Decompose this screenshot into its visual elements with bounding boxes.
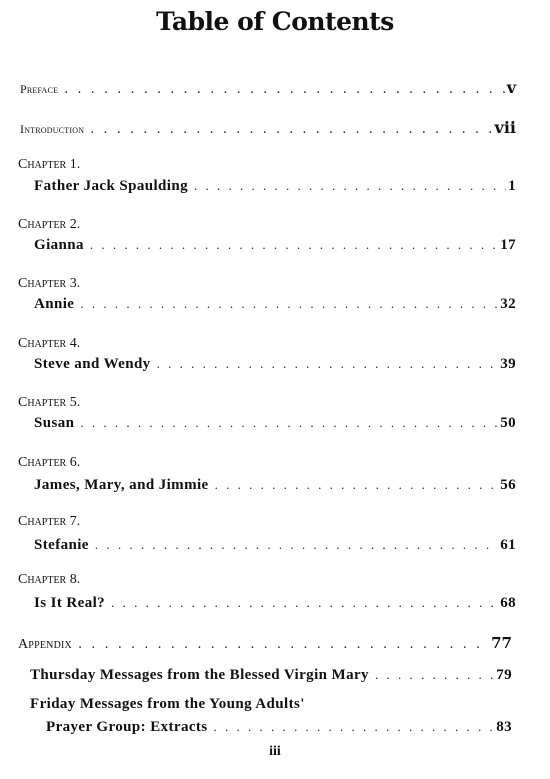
chapter-page-number: 1 [508, 178, 516, 194]
appendix-item-title-line2: Prayer Group: Extracts [46, 719, 208, 735]
chapter-title: Steve and Wendy [34, 356, 151, 372]
preface-label: Preface [20, 82, 59, 96]
toc-entry-chapter-3[interactable] [34, 296, 516, 313]
dot-leader [64, 82, 505, 97]
page-folio: iii [269, 744, 281, 759]
dot-leader [80, 415, 498, 431]
chapter-title: James, Mary, and Jimmie [34, 477, 209, 493]
chapter-page-number: 61 [500, 537, 516, 553]
chapter-title: Father Jack Spaulding [34, 178, 188, 194]
dot-leader [90, 122, 492, 137]
chapter-title: Annie [34, 296, 75, 312]
chapter-page-number: 56 [500, 477, 516, 493]
dot-leader [78, 637, 489, 652]
dot-leader [215, 477, 499, 493]
chapter-heading: Chapter 5. [18, 395, 81, 410]
toc-entry-chapter-5[interactable] [34, 415, 516, 432]
appendix-page-number: 77 [491, 634, 512, 652]
chapter-heading: Chapter 4. [18, 336, 81, 351]
chapter-page-number: 32 [500, 296, 516, 312]
appendix-item-title-line1: Friday Messages from the Young Adults' [30, 696, 305, 712]
toc-entry-chapter-8[interactable] [34, 595, 516, 612]
chapter-heading: Chapter 7. [18, 514, 81, 529]
chapter-page-number: 39 [500, 356, 516, 372]
chapter-heading: Chapter 6. [18, 455, 81, 470]
toc-entry-friday-messages[interactable] [46, 719, 512, 736]
toc-entry-appendix[interactable] [18, 634, 512, 653]
toc-entry-chapter-2[interactable] [34, 237, 516, 254]
appendix-item-page-number: 83 [496, 719, 512, 735]
dot-leader [375, 667, 494, 683]
chapter-heading: Chapter 2. [18, 217, 81, 232]
chapter-heading: Chapter 1. [18, 157, 81, 172]
dot-leader [90, 237, 498, 253]
toc-entry-chapter-4[interactable] [34, 356, 516, 373]
toc-entry-preface[interactable] [20, 78, 516, 97]
toc-entry-thursday-messages[interactable] [30, 667, 512, 684]
dot-leader [95, 537, 498, 553]
appendix-label: Appendix [18, 637, 72, 652]
chapter-page-number: 17 [500, 237, 516, 253]
preface-page-number: v [506, 78, 516, 97]
chapter-title: Stefanie [34, 537, 89, 553]
toc-entry-chapter-7[interactable] [34, 537, 516, 554]
page-title: Table of Contents [156, 7, 394, 36]
dot-leader [214, 719, 495, 735]
appendix-item-title: Thursday Messages from the Blessed Virgin Mary [30, 667, 369, 683]
introduction-label: Introduction [20, 122, 85, 136]
dot-leader [111, 595, 498, 611]
chapter-page-number: 50 [500, 415, 516, 431]
chapter-title: Susan [34, 415, 75, 431]
chapter-page-number: 68 [500, 595, 516, 611]
toc-entry-chapter-1[interactable] [34, 178, 516, 195]
dot-leader [194, 178, 506, 194]
introduction-page-number: vii [494, 118, 516, 137]
chapter-title: Is It Real? [34, 595, 106, 611]
dot-leader [157, 356, 499, 372]
dot-leader [80, 296, 498, 312]
chapter-heading: Chapter 3. [18, 276, 81, 291]
chapter-title: Gianna [34, 237, 84, 253]
chapter-heading: Chapter 8. [18, 572, 81, 587]
toc-entry-introduction[interactable] [20, 118, 516, 137]
appendix-item-page-number: 79 [496, 667, 512, 683]
toc-entry-chapter-6[interactable] [34, 477, 516, 494]
